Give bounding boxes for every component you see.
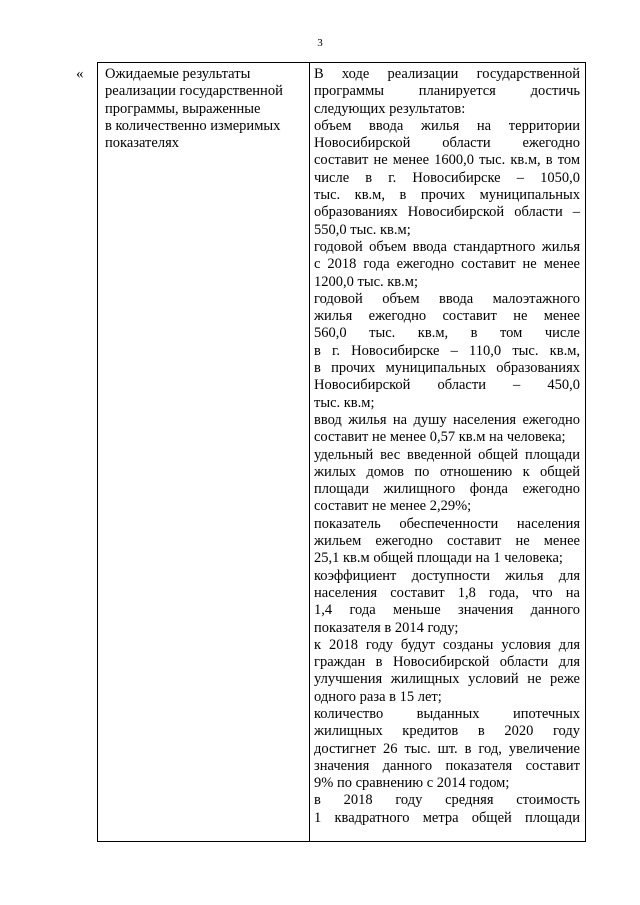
row-content-line: тыс. кв.м; <box>314 394 375 411</box>
row-content-line: составит не менее 1600,0 тыс. кв.м, в том <box>314 152 580 169</box>
row-content-line: значения данного показателя составит <box>314 757 580 774</box>
row-content-line: годовой объем ввода малоэтажного <box>314 290 580 307</box>
row-content-line: 550,0 тыс. кв.м; <box>314 221 411 238</box>
row-content-line: в г. Новосибирске – 110,0 тыс. кв.м, <box>314 342 580 359</box>
row-content-line: в прочих муниципальных образованиях <box>314 360 580 377</box>
row-content-line: граждан в Новосибирской области для <box>314 654 580 671</box>
row-content-line: удельный вес введенной общей площади <box>314 446 580 463</box>
row-content-line: 560,0 тыс. кв.м, в том числе <box>314 325 580 342</box>
row-content-line: количество выданных ипотечных <box>314 705 580 722</box>
row-content-line: программы планируется достичь <box>314 83 580 100</box>
row-content-line: достигнет 26 тыс. шт. в год, увеличение <box>314 740 580 757</box>
document-table <box>97 62 586 842</box>
row-label-line: реализации государственной <box>105 83 283 100</box>
row-label-line: Ожидаемые результаты <box>105 66 251 82</box>
row-label-line: программы, выраженные <box>105 100 261 117</box>
row-content-line: В ходе реализации государственной <box>314 66 580 82</box>
row-content-line: тыс. кв.м, в прочих муниципальных <box>314 187 580 204</box>
row-content-line: показателя в 2014 году; <box>314 619 459 636</box>
row-content-line: одного раза в 15 лет; <box>314 688 442 705</box>
row-content-line: жилищных кредитов в 2020 году <box>314 723 580 740</box>
row-content-line: составит не менее 0,57 кв.м на человека; <box>314 429 566 446</box>
page-number: 3 <box>317 37 323 49</box>
row-label-line: в количественно измеримых <box>105 117 281 134</box>
row-content-line: площади жилищного фонда ежегодно <box>314 481 580 498</box>
row-content-line: улучшения жилищных условий не реже <box>314 671 580 688</box>
row-label-cell <box>105 66 305 152</box>
row-content-line: 1,4 года меньше значения данного <box>314 602 580 619</box>
row-content-line: в 2018 году средняя стоимость <box>314 792 580 809</box>
row-content-line: Новосибирской области – 450,0 <box>314 377 580 394</box>
row-content-line: показатель обеспеченности населения <box>314 515 580 532</box>
row-label-line: показателях <box>105 135 179 152</box>
row-content-line: коэффициент доступности жилья для <box>314 567 580 584</box>
column-divider <box>309 63 310 841</box>
row-content-line: 1200,0 тыс. кв.м; <box>314 273 418 290</box>
row-content-line: жилья ежегодно составит не менее <box>314 308 580 325</box>
row-content-line: жилых домов по отношению к общей <box>314 463 580 480</box>
row-content-line: жильем ежегодно составит не менее <box>314 533 580 550</box>
row-content-line: ввод жилья на душу населения ежегодно <box>314 411 580 428</box>
row-content-line: с 2018 года ежегодно составит не менее <box>314 256 580 273</box>
row-content-cell <box>314 66 580 827</box>
row-content-line: 25,1 кв.м общей площади на 1 человека; <box>314 550 563 567</box>
row-content-line: 1 квадратного метра общей площади <box>314 809 580 826</box>
row-content-line: Новосибирской области ежегодно <box>314 135 580 152</box>
row-content-line: к 2018 году будут созданы условия для <box>314 636 580 653</box>
row-content-line: объем ввода жилья на территории <box>314 117 580 134</box>
row-content-line: образованиях Новосибирской области – <box>314 204 580 221</box>
row-content-line: 9% по сравнению с 2014 годом; <box>314 775 510 792</box>
row-content-line: составит не менее 2,29%; <box>314 498 472 515</box>
row-content-line: годовой объем ввода стандартного жилья <box>314 238 580 255</box>
row-content-line: числе в г. Новосибирске – 1050,0 <box>314 169 580 186</box>
row-content-line: следующих результатов: <box>314 100 466 117</box>
row-content-line: населения составит 1,8 года, что на <box>314 584 580 601</box>
opening-quote-mark: « <box>76 66 84 82</box>
